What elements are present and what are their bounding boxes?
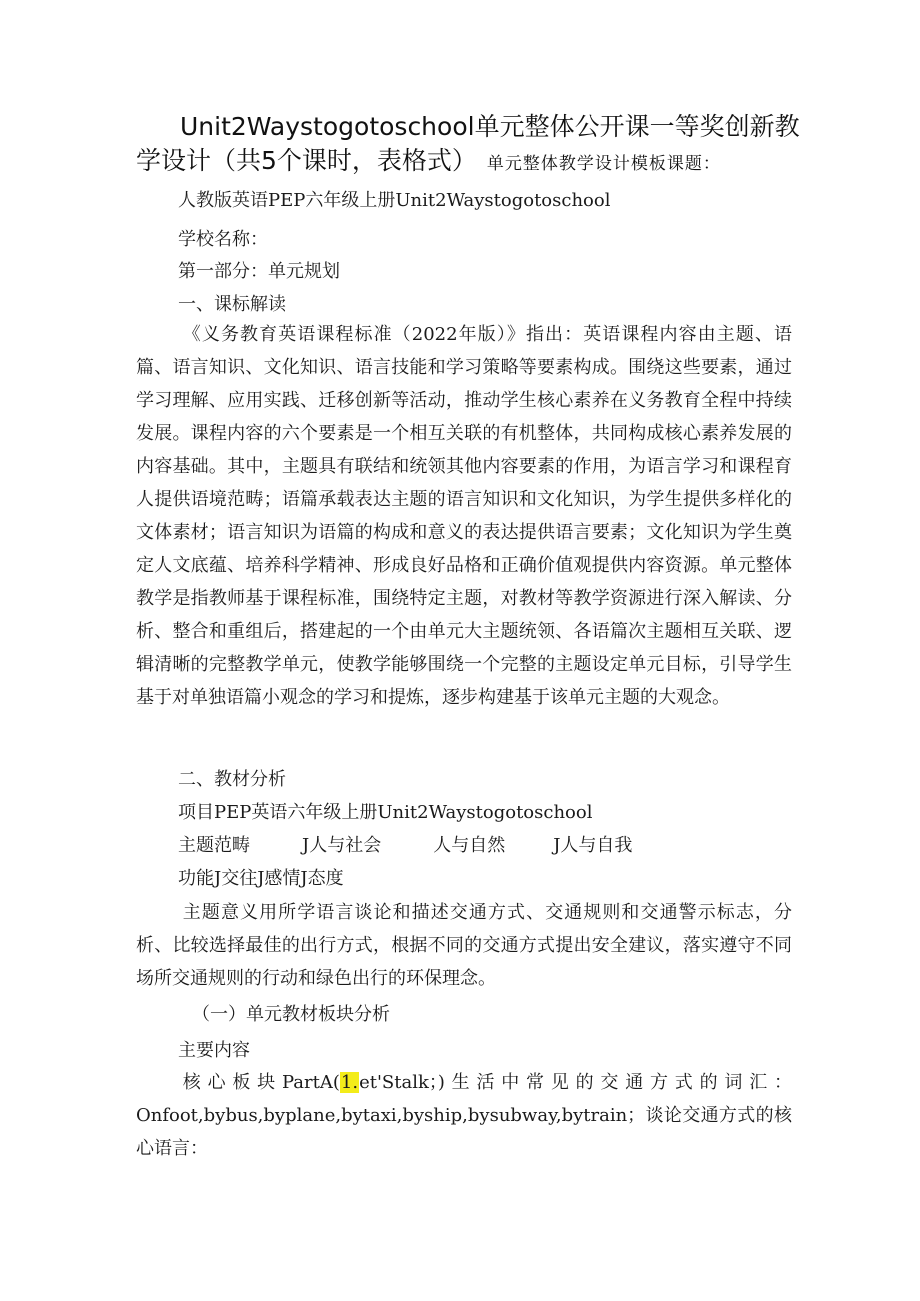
theme-option-self: J人与自我: [553, 835, 633, 856]
theme-category-label: 主题范畴: [178, 835, 250, 856]
course-line: 人教版英语PEP六年级上册Unit2Waystogotoschool: [178, 190, 611, 211]
title-line-2: 学设计（共5个课时，表格式）: [136, 146, 477, 175]
highlighted-text: 1.: [340, 1072, 359, 1093]
title-line-1: Unit2Waystogotoschool单元整体公开课一等奖创新教: [180, 112, 800, 141]
subsection-one-heading: （一）单元教材板块分析: [192, 1004, 390, 1025]
theme-option-nature: 人与自然: [433, 835, 506, 856]
theme-meaning-text: 主题意义用所学语言谈论和描述交通方式、交通规则和交通警示标志，分析、比较选择最佳的出行方式，根据不同的交通方式提出安全建议，落实遵守不同场所交通规则的行动和绿色出行的环保理念。: [136, 902, 792, 989]
part-one-heading: 第一部分：单元规划: [178, 261, 340, 282]
theme-category-row: [178, 831, 632, 857]
curriculum-text: 《义务教育英语课程标准（2022年版）》指出：英语课程内容由主题、语篇、语言知识、文化知识、语言技能和学习策略等要素构成。围绕这些要素，通过学习理解、应用实践、迁移创新等活动，推动学生核心素养在义务教育全程中持续发展。课程内容的六个要素是一个相互关联的有机整体，共同构成核心素养发展的内容基础。其中，主题具有联结和统领其他内容要素的作用，为语言学习和课程育人提供语境范畴；语篇承载表达主题的语言知识和文化知识，为学生提供多样化的文体素材；语言知识为语篇的构成和意义的表达提供语言要素；文化知识为学生奠定人文底蕴、培养科学精神、形成良好品格和正确价值观提供内容资源。单元整体教学是指教师基于课程标准，围绕特定主题，对教材等教学资源进行深入解读、分析、整合和重组后，搭建起的一个由单元大主题统领、各语篇次主题相互关联、逻辑清晰的完整教学单元，使教学能够围绕一个完整的主题设定单元目标，引导学生基于对单独语篇小观念的学习和提炼，逐步构建基于该单元主题的大观念。: [136, 324, 792, 708]
curriculum-paragraph: [136, 318, 792, 714]
core-block-prefix: 核心板块PartA(: [182, 1072, 340, 1093]
theme-meaning-paragraph: [136, 896, 792, 995]
section-one-heading: 一、课标解读: [178, 294, 286, 315]
core-block-suffix: et'Stalk；)生活中常见的交通方式的词汇：Onfoot,bybus,byplane,bytaxi,byship,bysubway,bytrain；谈论交通方式的核心语言：: [136, 1072, 792, 1159]
function-line: 功能J交往J感情J态度: [178, 868, 344, 889]
section-two-heading: 二、教材分析: [178, 769, 286, 790]
project-line: 项目PEP英语六年级上册Unit2Waystogotoschool: [178, 802, 593, 823]
core-block-text: [136, 1066, 792, 1165]
document-title: [136, 110, 836, 181]
school-label: 学校名称：: [178, 229, 268, 250]
theme-option-society: J人与社会: [302, 835, 382, 856]
title-subtitle: 单元整体教学设计模板课题：: [486, 154, 721, 174]
main-content-label: 主要内容: [178, 1040, 250, 1061]
core-block-paragraph: [136, 1066, 792, 1165]
